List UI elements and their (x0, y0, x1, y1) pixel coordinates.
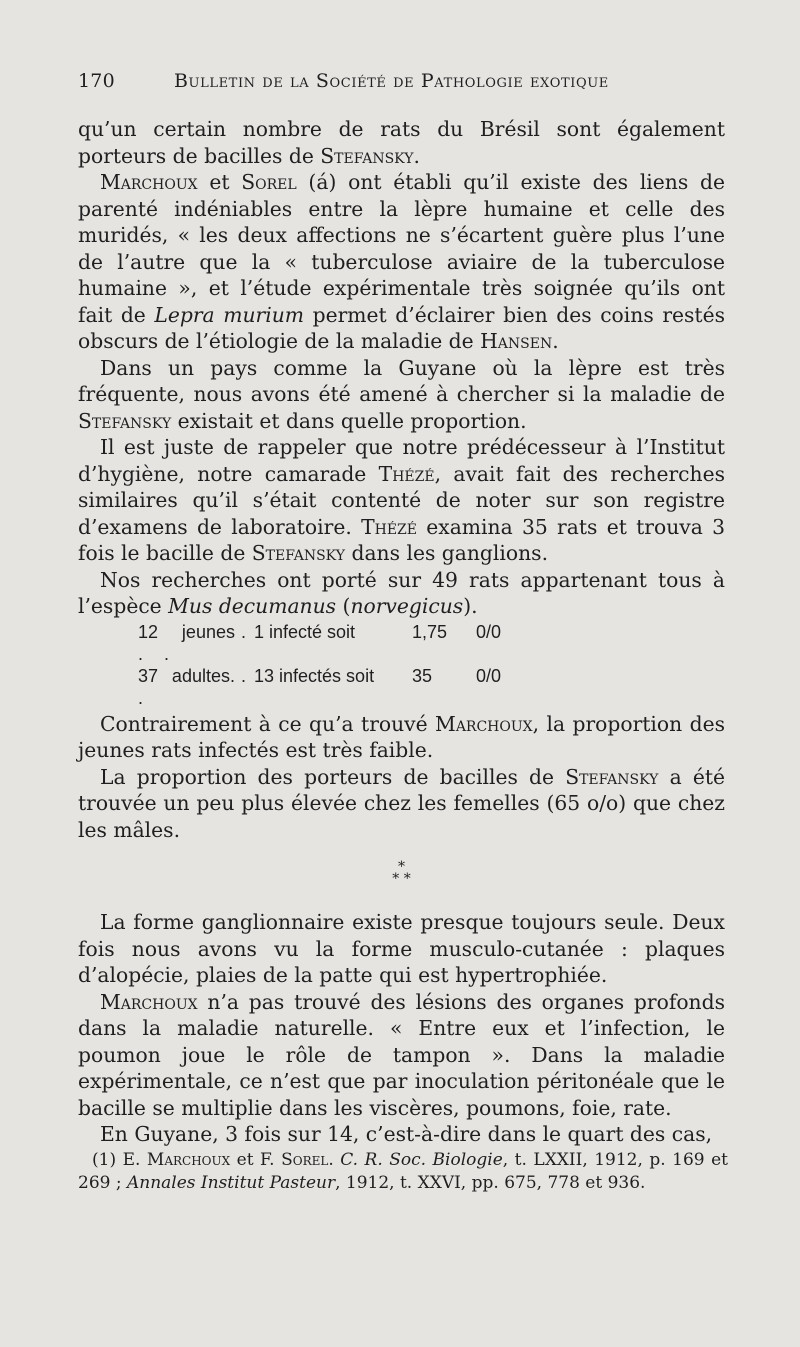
paragraph: qu’un certain nombre de rats du Brésil sont également porteurs de bacilles de Stefansky. (78, 117, 725, 168)
paragraph: Marchoux n’a pas trouvé des lésions des organes profonds dans la maladie naturelle. « Entre eux et l’infection, le poumon joue le rôle de tampon ». Dans la maladie expérimentale, ce n’est que par inoculation péritonéale que le bacille se multiplie dans les viscères, poumons, foie, rate. (78, 989, 725, 1120)
results-table (78, 621, 725, 709)
section-break: * * * (392, 859, 411, 887)
paragraph: La proportion des porteurs de bacilles de Stefansky a été trouvée un peu plus élevée chez les femelles (65 o/o) que chez les mâles. (78, 764, 725, 842)
paragraph: Marchoux et Sorel (á) ont établi qu’il existe des liens de parenté indéniables entre la lèpre humaine et celle des muridés, « les deux affections ne s’écartent guère plus l’une de l’autre que la « tuberculose aviaire de la tuberculose humaine », et l’étude expérimentale très soignée qu’ils ont fait de Lepra murium permet d’éclairer bien des coins restés obscurs de l’étiologie de la maladie de Hansen. (78, 170, 726, 353)
paragraph: Il est juste de rappeler que notre prédécesseur à l’Institut d’hygiène, notre camarade Thézé, avait fait des recherches similaires qu’il s’était contenté de noter sur son registre d’examens de laboratoire. Thézé examina 35 rats et trouva 3 fois le bacille de Stefansky dans les ganglions. (78, 435, 725, 565)
footnote: (1) E. Marchoux et F. Sorel. C. R. Soc. Biologie, t. LXXII, 1912, p. 169 et 269 ; Annales Institut Pasteur, 1912, t. XXVI, pp. 675, 778 et 936. (78, 1150, 729, 1193)
body-text (78, 116, 725, 1148)
paragraph: Nos recherches ont porté sur 49 rats appartenant tous à l’espèce Mus decumanus (norvegicus). (78, 567, 725, 618)
page-number: 170 (78, 70, 115, 92)
running-title: Bulletin de la Société de Pathologie exotique (174, 70, 609, 92)
paragraph: La forme ganglionnaire existe presque toujours seule. Deux fois nous avons vu la forme musculo-cutanée : plaques d’alopécie, plaies de la patte qui est hypertrophiée. (78, 910, 725, 987)
paragraph: En Guyane, 3 fois sur 14, c’est-à-dire dans le quart des cas, (100, 1122, 713, 1146)
paragraph: Dans un pays comme la Guyane où la lèpre est très fréquente, nous avons été amené à chercher si la maladie de Stefansky existait et dans quelle proportion. (78, 355, 725, 433)
page-header (78, 70, 750, 92)
table-row: 12 jeunes . . . 1 infecté soit 1,75 0/0 (138, 621, 502, 664)
paragraph: Contrairement à ce qu’a trouvé Marchoux, la proportion des jeunes rats infectés est très faible. (78, 711, 725, 762)
table-row: 37 adultes. . . 13 infectés soit 35 0/0 (138, 665, 502, 708)
